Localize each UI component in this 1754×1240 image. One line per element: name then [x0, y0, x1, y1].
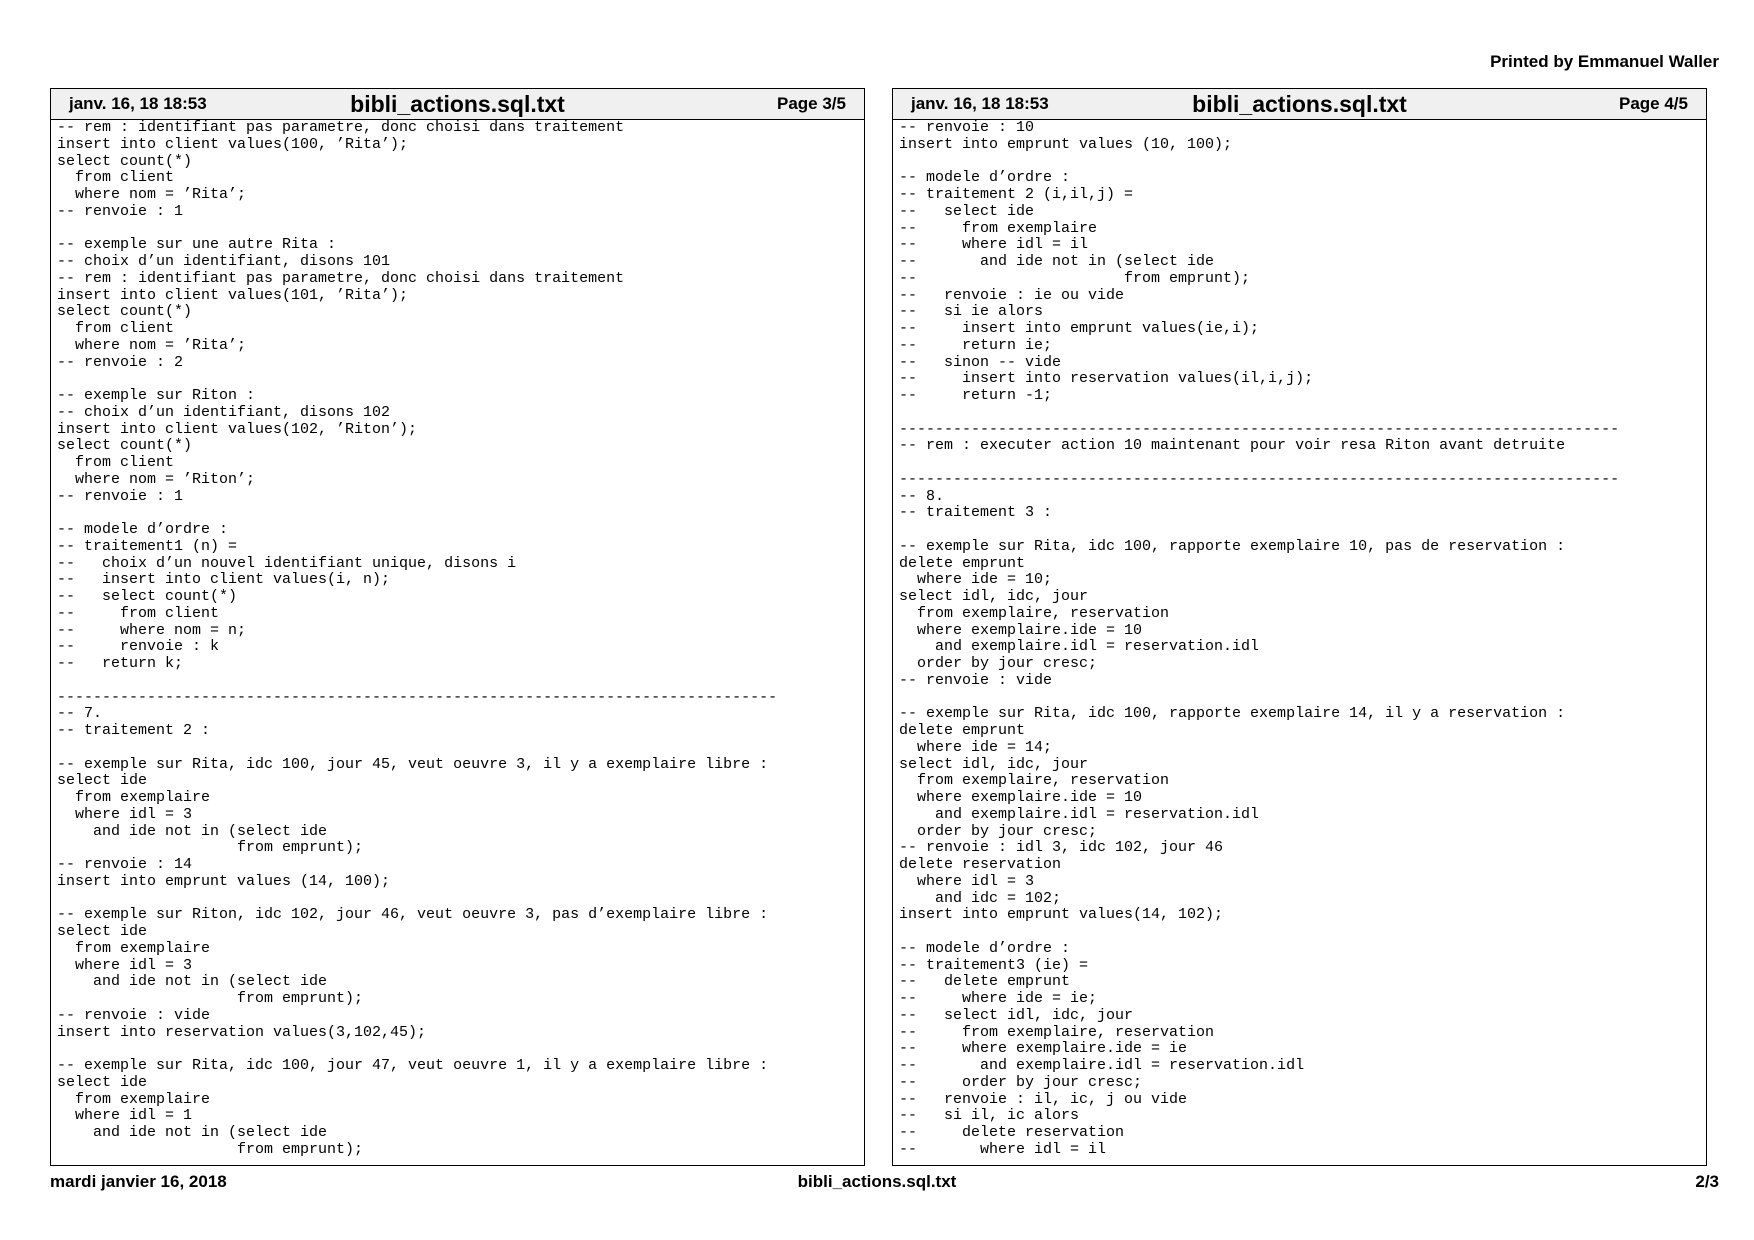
footer-date: mardi janvier 16, 2018	[50, 1172, 227, 1191]
right-page-filename: bibli_actions.sql.txt	[1192, 90, 1407, 117]
right-page-date: janv. 16, 18 18:53	[911, 94, 1049, 113]
footer-filename: bibli_actions.sql.txt	[797, 1172, 957, 1191]
left-page-panel	[50, 88, 865, 1166]
right-page-header	[893, 89, 1706, 120]
printed-by-label: Printed by Emmanuel Waller	[1490, 52, 1719, 71]
left-page-date: janv. 16, 18 18:53	[69, 94, 207, 113]
right-page-number: Page 4/5	[1619, 94, 1688, 113]
right-page-panel	[892, 88, 1707, 1166]
footer-sheet-number: 2/3	[1695, 1172, 1719, 1191]
left-page-filename: bibli_actions.sql.txt	[350, 90, 565, 117]
left-page-number: Page 3/5	[777, 94, 846, 113]
right-page-code: -- renvoie : 10 insert into emprunt values (10, 100); -- modele d’ordre : -- traitement 2 (i,il,j) = -- select ide -- from exemplaire -- where idl = il -- and ide not in (select ide -- from emprunt); -- renvoie : ie ou vide -- si ie alors -- insert into emprunt values(ie,i); -- return ie; -- sinon -- vide -- insert into reservation values(il,i,j); -- return -1; -------------------------------------------------------------------------------- -- rem : executer action 10 maintenant pour voir resa Riton avant detruite -------------------------------------------------------------------------------- -- 8. -- traitement 3 : -- exemple sur Rita, idc 100, rapporte exemplaire 10, pas de reservation : delete emprunt where ide = 10; select idl, idc, jour from exemplaire, reservation where exemplaire.ide = 10 and exemplaire.idl = reservation.idl order by jour cresc; -- renvoie : vide -- exemple sur Rita, idc 100, rapporte exemplaire 14, il y a reservation : delete emprunt where ide = 14; select idl, idc, jour from exemplaire, reservation where exemplaire.ide = 10 and exemplaire.idl = reservation.idl order by jour cresc; -- renvoie : idl 3, idc 102, jour 46 delete reservation where idl = 3 and idc = 102; insert into emprunt values(14, 102); -- modele d’ordre : -- traitement3 (ie) = -- delete emprunt -- where ide = ie; -- select idl, idc, jour -- from exemplaire, reservation -- where exemplaire.ide = ie -- and exemplaire.idl = reservation.idl -- order by jour cresc; -- renvoie : il, ic, j ou vide -- si il, ic alors -- delete reservation -- where idl = il	[899, 120, 1620, 1158]
left-page-header	[51, 89, 864, 120]
left-page-code: -- rem : identifiant pas parametre, donc choisi dans traitement insert into client values(100, ’Rita’); select count(*) from client where nom = ’Rita’; -- renvoie : 1 -- exemple sur une autre Rita : -- choix d’un identifiant, disons 101 -- rem : identifiant pas parametre, donc choisi dans traitement insert into client values(101, ’Rita’); select count(*) from client where nom = ’Rita’; -- renvoie : 2 -- exemple sur Riton : -- choix d’un identifiant, disons 102 insert into client values(102, ’Riton’); select count(*) from client where nom = ’Riton’; -- renvoie : 1 -- modele d’ordre : -- traitement1 (n) = -- choix d’un nouvel identifiant unique, disons i -- insert into client values(i, n); -- select count(*) -- from client -- where nom = n; -- renvoie : k -- return k; -------------------------------------------------------------------------------- -- 7. -- traitement 2 : -- exemple sur Rita, idc 100, jour 45, veut oeuvre 3, il y a exemplaire libre : select ide from exemplaire where idl = 3 and ide not in (select ide from emprunt); -- renvoie : 14 insert into emprunt values (14, 100); -- exemple sur Riton, idc 102, jour 46, veut oeuvre 3, pas d’exemplaire libre : select ide from exemplaire where idl = 3 and ide not in (select ide from emprunt); -- renvoie : vide insert into reservation values(3,102,45); -- exemple sur Rita, idc 100, jour 47, veut oeuvre 1, il y a exemplaire libre : select ide from exemplaire where idl = 1 and ide not in (select ide from emprunt);	[57, 120, 778, 1158]
